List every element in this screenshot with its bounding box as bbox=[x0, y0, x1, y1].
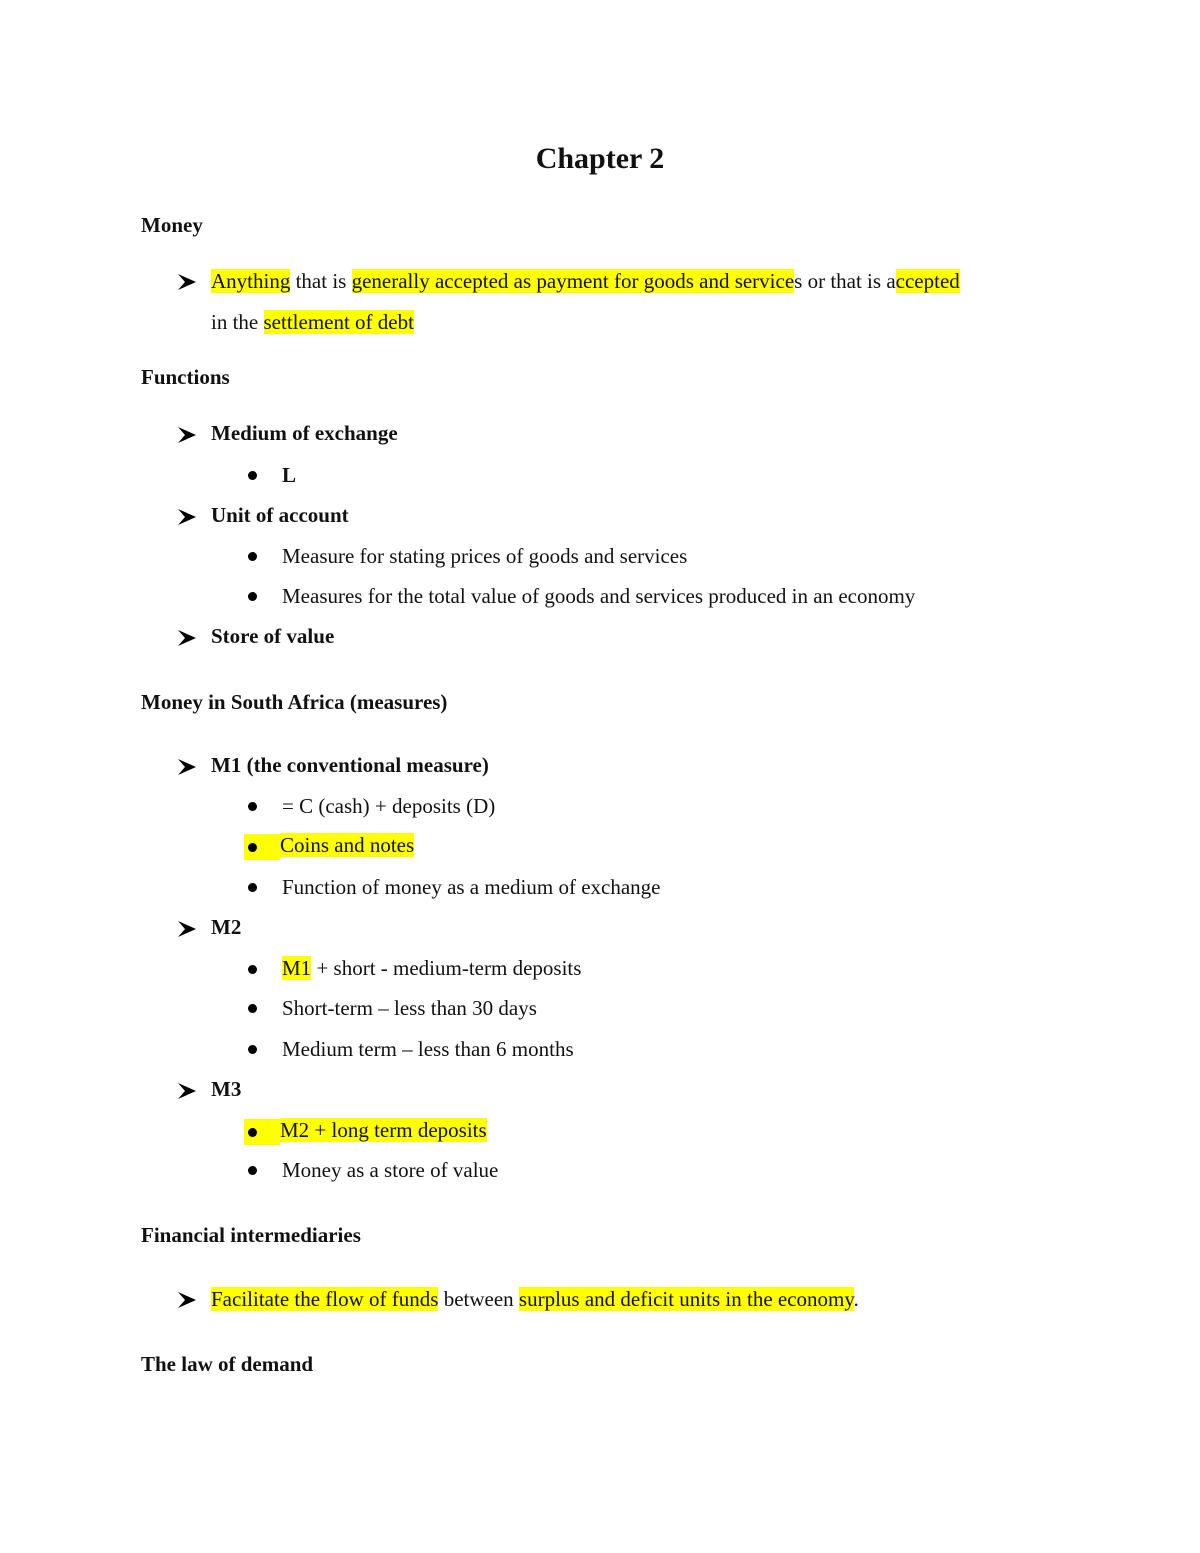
dot-bullet-icon bbox=[248, 1004, 257, 1013]
money-definition-line1 bbox=[211, 269, 960, 294]
highlight-text: generally accepted as payment for goods and service bbox=[351, 269, 795, 293]
highlight-text: Anything bbox=[211, 269, 291, 293]
functions-unit-of-account: Unit of account bbox=[211, 503, 349, 527]
measures-m2-sub1 bbox=[282, 956, 581, 981]
measures-m3-sub2: Money as a store of value bbox=[282, 1158, 499, 1182]
dot-bullet-icon bbox=[248, 471, 257, 480]
dot-bullet-icon bbox=[248, 965, 257, 974]
section-heading-intermediaries: Financial intermediaries bbox=[141, 1223, 361, 1247]
section-heading-functions: Functions bbox=[141, 365, 230, 389]
plain-text: between bbox=[438, 1287, 519, 1311]
highlighted-bullet bbox=[244, 834, 280, 860]
measures-m1-sub1: = C (cash) + deposits (D) bbox=[282, 794, 496, 818]
measures-m3: M3 bbox=[211, 1077, 242, 1101]
measures-m2-sub2: Short-term – less than 30 days bbox=[282, 996, 537, 1020]
functions-medium-of-exchange: Medium of exchange bbox=[211, 421, 398, 445]
dot-bullet-icon bbox=[248, 1166, 257, 1175]
highlight-text: ccepted bbox=[895, 269, 960, 293]
dot-bullet-icon bbox=[248, 802, 257, 811]
page-title: Chapter 2 bbox=[535, 142, 665, 175]
measures-m2: M2 bbox=[211, 915, 242, 939]
dot-bullet-icon bbox=[248, 592, 257, 601]
functions-store-of-value: Store of value bbox=[211, 624, 335, 648]
arrow-bullet-icon bbox=[176, 628, 198, 648]
dot-bullet-icon bbox=[248, 843, 257, 852]
functions-unit-sub1: Measure for stating prices of goods and services bbox=[282, 544, 688, 568]
section-heading-money: Money bbox=[141, 213, 203, 237]
arrow-bullet-icon bbox=[176, 507, 198, 527]
section-heading-measures: Money in South Africa (measures) bbox=[141, 690, 448, 714]
dot-bullet-icon bbox=[248, 1128, 257, 1137]
highlight-text: Coins and notes bbox=[280, 833, 415, 857]
plain-text: + short - medium-term deposits bbox=[311, 956, 582, 980]
section-heading-demand: The law of demand bbox=[141, 1352, 314, 1376]
money-definition-line2 bbox=[211, 310, 414, 335]
dot-bullet-icon bbox=[248, 883, 257, 892]
dot-bullet-icon bbox=[248, 552, 257, 561]
functions-unit-sub2: Measures for the total value of goods and services produced in an economy bbox=[282, 584, 916, 608]
plain-text: that is bbox=[290, 269, 352, 293]
arrow-bullet-icon bbox=[176, 425, 198, 445]
functions-medium-sub: L bbox=[282, 463, 297, 487]
arrow-bullet-icon bbox=[176, 919, 198, 939]
highlight-text: M1 bbox=[282, 956, 312, 980]
plain-text: . bbox=[853, 1287, 859, 1311]
highlight-text: M2 + long term deposits bbox=[280, 1118, 487, 1142]
measures-m1: M1 (the conventional measure) bbox=[211, 753, 489, 777]
highlight-text: surplus and deficit units in the economy bbox=[518, 1287, 854, 1311]
measures-m1-sub2 bbox=[280, 833, 414, 858]
arrow-bullet-icon bbox=[176, 1081, 198, 1101]
intermediaries-definition bbox=[211, 1287, 859, 1312]
highlight-text: settlement of debt bbox=[263, 310, 414, 334]
plain-text: s or that is a bbox=[794, 269, 896, 293]
measures-m2-sub3: Medium term – less than 6 months bbox=[282, 1037, 574, 1061]
plain-text: in the bbox=[211, 310, 264, 334]
arrow-bullet-icon bbox=[176, 757, 198, 777]
highlighted-bullet bbox=[244, 1119, 280, 1145]
highlight-text: Facilitate the flow of funds bbox=[211, 1287, 439, 1311]
arrow-bullet-icon bbox=[176, 1290, 198, 1310]
measures-m3-sub1 bbox=[280, 1118, 487, 1143]
arrow-bullet-icon bbox=[176, 272, 198, 292]
dot-bullet-icon bbox=[248, 1045, 257, 1054]
measures-m1-sub3: Function of money as a medium of exchange bbox=[282, 875, 661, 899]
